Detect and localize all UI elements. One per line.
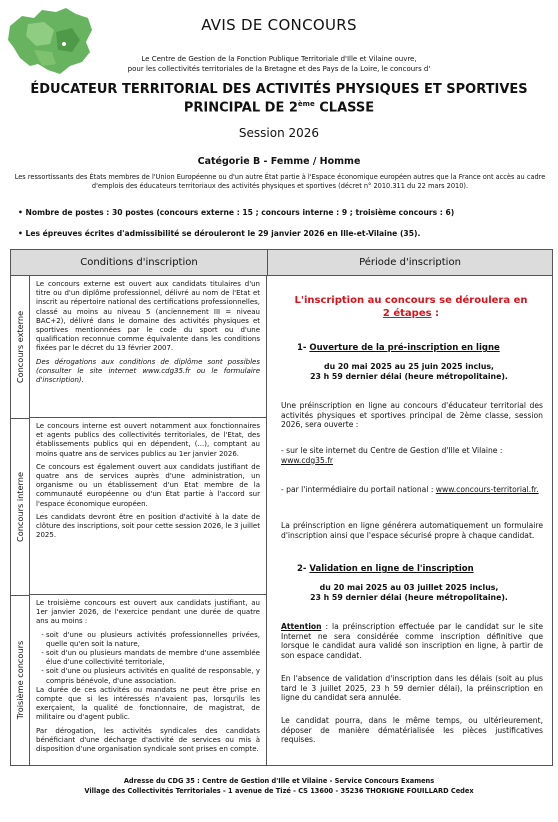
step1-text: Une préinscription en ligne au concours d'éducateur territorial des activités physiques et sportives principal de 2ème classe, session 2026, sera ouverte : [281,401,543,430]
link-cdg35[interactable]: www.cdg35.fr [281,455,334,465]
conditions-table [10,249,553,766]
footer-address-2: Village des Collectivités Territoriales - 1 avenue de Tizé - CS 13600 - 35236 THORIGNE FOUILLARD Cedex [84,787,474,795]
interne-p3: Les candidats devront être en position d'activité à la date de clôture des inscriptions, soit pour cette session 2026, le 3 juillet 2025. [36,512,260,540]
col-header-conditions: Conditions d'inscription [11,250,268,276]
title-line-1: ÉDUCATEUR TERRITORIAL DES ACTIVITÉS PHYSIQUES ET SPORTIVES [30,82,528,97]
interne-p1: Le concours interne est ouvert notamment aux fonctionnaires et agents publics des collectivités territoriales, de l'Etat, des établissements publics qui en dépendent, (...), comptant au moins quatre ans de services publics au 1er janvier 2026. [36,422,260,458]
troisieme-p1: Le troisième concours est ouvert aux candidats justifiant, au 1er janvier 2026, de l'exercice pendant une durée de quatre ans au moins : [36,599,260,626]
bullet-postes: • Nombre de postes : 30 postes (concours externe : 15 ; concours interne : 9 ; troisième concours : 6) [18,208,455,217]
title-line-2: PRINCIPAL DE 2ème CLASSE [183,100,375,116]
externe-p2: Des dérogations aux conditions de diplôme sont possibles (consulter le site internet www.cdg35.fr ou le formulaire d'inscription). [36,357,260,385]
attention-note: Attention : la préinscription effectuée par le candidat sur le site Internet ne sera considérée comme inscription définitive que lorsque le candidat aura validé son inscription en ligne, à partir de son espace candidat. [281,622,543,660]
period-intro: L'inscription au concours se déroulera en 2 étapes : [294,295,528,319]
step1-generation: La préinscription en ligne générera automatiquement un formulaire d'inscription ainsi que l'espace sécurisé propre à chaque candidat. [281,521,543,540]
step2-heading: 2- Validation en ligne de l'inscription [297,564,474,574]
row-label-interne: Concours interne [11,418,30,596]
eligibility-note: Les ressortissants des États membres de l'Union Européenne ou d'un autre État partie à l'Espace économique européen autres que la France ont accès au cadre d'emplois des éducateurs territoriaux des activités physiques et sportives (décret n° 2010.311 du 22 mars 2010). [14,173,546,190]
categorie-label: Catégorie B - Femme / Homme [197,156,361,167]
bullet-epreuves: • Les épreuves écrites d'admissibilité se dérouleront le 29 janvier 2026 en Ille-et-Vilaine (35). [18,229,421,238]
concours-title [0,82,558,115]
intro-text [0,54,558,74]
cell-externe [30,276,267,418]
list-item: - soit d'une ou plusieurs activités professionnelles privées, quelle qu'en soit la nature, [46,631,260,649]
period-cell [267,276,551,765]
row-label-externe: Concours externe [11,276,30,419]
list-item: - soit d'une ou plusieurs activités en qualité de responsable, y compris bénévole, d'une association. [46,667,260,685]
step1-site-cdg: - sur le site internet du Centre de Gestion d'Ille et Vilaine : www.cdg35.fr [281,446,503,465]
step2-dates: du 20 mai 2025 au 03 juillet 2025 inclus, 23 h 59 dernier délai (heure métropolitaine). [310,583,508,602]
table-header [11,250,552,276]
step1-dates: du 20 mai 2025 au 25 juin 2025 inclus, 23 h 59 dernier délai (heure métropolitaine). [310,362,508,381]
intro-line-1: Le Centre de Gestion de la Fonction Publique Territoriale d'Ille et Vilaine ouvre, [141,55,417,63]
troisieme-p2: La durée de ces activités ou mandats ne peut être prise en compte que si les intéressés n'avaient pas, lorsqu'ils les exerçaient, la qualité de fonctionnaire, de magistrat, de militaire ou d'agent public. [36,685,260,722]
link-concours-territorial[interactable]: www.concours-territorial.fr. [435,485,539,494]
cell-troisieme [30,595,267,765]
footer-address-1: Adresse du CDG 35 : Centre de Gestion d'Ille et Vilaine - Service Concours Examens [123,777,435,785]
intro-line-2: pour les collectivités territoriales de la Bretagne et des Pays de la Loire, le concours d' [127,65,431,73]
troisieme-list [36,631,260,686]
externe-p1: Le concours externe est ouvert aux candidats titulaires d'un titre ou d'un diplôme professionnel, délivré au nom de l'Etat et inscrit au répertoire national des certifications professionnelles, classé au moins au niveau 5 (anciennement III = niveau BAC+2), délivré dans le domaine des activités physiques et sportives mentionnées par le code du sport ou d'une qualification reconnue comme équivalente dans les conditions fixées par le décret du 13 février 2007. [36,280,260,353]
col-header-periode: Période d'inscription [268,250,552,276]
step1-heading: 1- Ouverture de la pré-inscription en ligne [297,343,500,353]
absence-note: En l'absence de validation d'inscription dans les délais (soit au plus tard le 3 juillet 2025, 23 h 59 dernier délai), la préinscription en ligne du candidat sera annulée. [281,674,543,703]
session-label: Session 2026 [238,126,320,140]
cell-interne [30,418,267,595]
step1-portail: - par l'intermédiaire du portail national : www.concours-territorial.fr. [281,485,539,494]
documents-note: Le candidat pourra, dans le même temps, ou ultérieurement, déposer de manière dématérialisée les pièces justificatives requises. [281,716,543,745]
avis-heading: AVIS DE CONCOURS [201,16,357,34]
list-item: - soit d'un ou plusieurs mandats de membre d'une assemblée élue d'une collectivité territoriale, [46,649,260,667]
row-label-troisieme: Troisième concours [11,595,30,765]
troisieme-p3: Par dérogation, les activités syndicales des candidats bénéficiant d'une décharge d'activité de services ou mis à disposition d'une organisation syndicale sont prises en compte. [36,726,260,754]
interne-p2: Ce concours est également ouvert aux candidats justifiant de quatre ans de services auprès d'une administration, un organisme ou un établissement d'un Etat membre de la communauté européenne ou d'un État partie à l'accord sur l'espace économique européen. [36,462,260,508]
